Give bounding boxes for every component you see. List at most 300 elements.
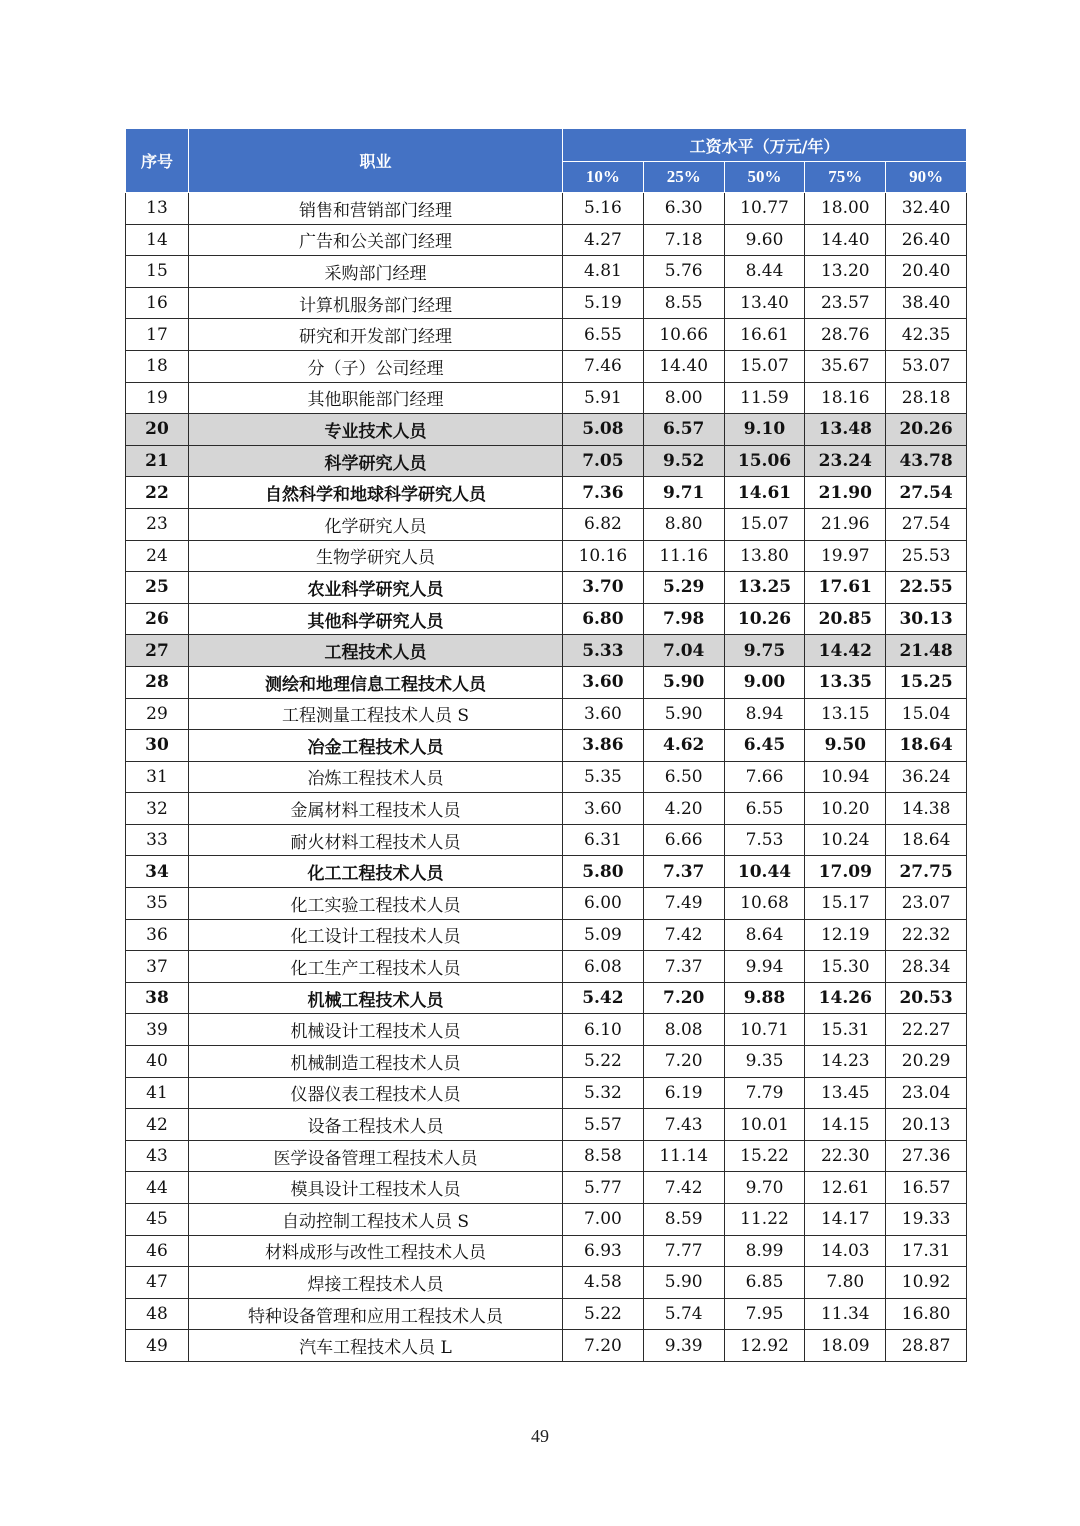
cell-occupation: 冶金工程技术人员 (189, 730, 563, 762)
cell-value-p75: 20.85 (805, 603, 886, 635)
cell-value-p90: 17.31 (886, 1235, 967, 1267)
cell-serial-number: 33 (126, 824, 189, 856)
cell-value-p10: 5.09 (563, 919, 644, 951)
cell-value-p90: 16.80 (886, 1298, 967, 1330)
cell-value-p25: 7.42 (643, 919, 724, 951)
cell-occupation: 化学研究人员 (189, 508, 563, 540)
cell-value-p10: 4.81 (563, 256, 644, 288)
table-row (126, 761, 967, 793)
cell-value-p10: 6.55 (563, 319, 644, 351)
cell-value-p50: 13.80 (724, 540, 805, 572)
table-row (126, 1014, 967, 1046)
cell-value-p25: 5.29 (643, 572, 724, 604)
cell-value-p75: 19.97 (805, 540, 886, 572)
cell-occupation: 生物学研究人员 (189, 540, 563, 572)
cell-value-p75: 28.76 (805, 319, 886, 351)
cell-serial-number: 31 (126, 761, 189, 793)
cell-occupation: 冶炼工程技术人员 (189, 761, 563, 793)
cell-value-p90: 22.27 (886, 1014, 967, 1046)
table-row (126, 350, 967, 382)
cell-value-p10: 6.80 (563, 603, 644, 635)
cell-value-p50: 9.88 (724, 982, 805, 1014)
cell-serial-number: 27 (126, 635, 189, 667)
cell-value-p75: 10.24 (805, 824, 886, 856)
cell-value-p90: 26.40 (886, 224, 967, 256)
table-row (126, 888, 967, 920)
cell-serial-number: 28 (126, 666, 189, 698)
cell-value-p75: 14.42 (805, 635, 886, 667)
cell-value-p90: 38.40 (886, 287, 967, 319)
cell-value-p90: 20.40 (886, 256, 967, 288)
cell-value-p90: 43.78 (886, 445, 967, 477)
cell-value-p75: 15.17 (805, 888, 886, 920)
cell-value-p50: 9.10 (724, 414, 805, 446)
cell-occupation: 广告和公关部门经理 (189, 224, 563, 256)
cell-value-p75: 10.20 (805, 793, 886, 825)
cell-value-p50: 14.61 (724, 477, 805, 509)
table-row (126, 1140, 967, 1172)
cell-serial-number: 17 (126, 319, 189, 351)
cell-value-p50: 9.60 (724, 224, 805, 256)
table-row (126, 1330, 967, 1362)
cell-value-p90: 10.92 (886, 1267, 967, 1299)
header-occupation: 职业 (189, 129, 563, 193)
header-percentile-75: 75% (805, 162, 886, 193)
table-row (126, 540, 967, 572)
cell-occupation: 销售和营销部门经理 (189, 193, 563, 225)
cell-value-p75: 35.67 (805, 350, 886, 382)
cell-serial-number: 45 (126, 1204, 189, 1236)
cell-occupation: 特种设备管理和应用工程技术人员 (189, 1298, 563, 1330)
cell-serial-number: 16 (126, 287, 189, 319)
cell-value-p90: 32.40 (886, 193, 967, 225)
cell-value-p25: 5.74 (643, 1298, 724, 1330)
cell-value-p90: 15.25 (886, 666, 967, 698)
cell-occupation: 汽车工程技术人员 L (189, 1330, 563, 1362)
table-row (126, 824, 967, 856)
cell-value-p90: 28.34 (886, 951, 967, 983)
header-percentile-10: 10% (563, 162, 644, 193)
cell-value-p25: 7.04 (643, 635, 724, 667)
cell-value-p90: 20.13 (886, 1109, 967, 1141)
cell-serial-number: 15 (126, 256, 189, 288)
cell-value-p50: 9.75 (724, 635, 805, 667)
cell-value-p50: 7.53 (724, 824, 805, 856)
cell-serial-number: 42 (126, 1109, 189, 1141)
cell-value-p25: 7.49 (643, 888, 724, 920)
cell-value-p10: 6.10 (563, 1014, 644, 1046)
cell-serial-number: 46 (126, 1235, 189, 1267)
cell-value-p75: 17.61 (805, 572, 886, 604)
cell-value-p10: 5.22 (563, 1046, 644, 1078)
cell-occupation: 研究和开发部门经理 (189, 319, 563, 351)
cell-value-p50: 15.06 (724, 445, 805, 477)
cell-occupation: 工程技术人员 (189, 635, 563, 667)
cell-value-p75: 13.45 (805, 1077, 886, 1109)
cell-occupation: 计算机服务部门经理 (189, 287, 563, 319)
cell-value-p50: 15.07 (724, 350, 805, 382)
cell-value-p50: 11.59 (724, 382, 805, 414)
cell-value-p90: 28.87 (886, 1330, 967, 1362)
cell-value-p25: 11.16 (643, 540, 724, 572)
cell-occupation: 模具设计工程技术人员 (189, 1172, 563, 1204)
cell-value-p50: 9.00 (724, 666, 805, 698)
cell-value-p10: 7.05 (563, 445, 644, 477)
cell-occupation: 材料成形与改性工程技术人员 (189, 1235, 563, 1267)
table-row (126, 698, 967, 730)
cell-value-p75: 23.24 (805, 445, 886, 477)
cell-value-p75: 21.96 (805, 508, 886, 540)
cell-value-p50: 16.61 (724, 319, 805, 351)
cell-value-p10: 3.70 (563, 572, 644, 604)
cell-value-p75: 11.34 (805, 1298, 886, 1330)
cell-value-p10: 4.27 (563, 224, 644, 256)
cell-serial-number: 38 (126, 982, 189, 1014)
cell-value-p75: 15.30 (805, 951, 886, 983)
salary-table (125, 128, 967, 1362)
table-row (126, 1172, 967, 1204)
table-row (126, 635, 967, 667)
cell-value-p50: 6.55 (724, 793, 805, 825)
table-row (126, 256, 967, 288)
cell-value-p10: 8.58 (563, 1140, 644, 1172)
cell-value-p75: 12.19 (805, 919, 886, 951)
cell-value-p50: 8.99 (724, 1235, 805, 1267)
cell-value-p10: 5.57 (563, 1109, 644, 1141)
cell-value-p90: 14.38 (886, 793, 967, 825)
cell-occupation: 工程测量工程技术人员 S (189, 698, 563, 730)
table-row (126, 287, 967, 319)
cell-value-p10: 7.36 (563, 477, 644, 509)
cell-serial-number: 36 (126, 919, 189, 951)
cell-value-p10: 6.82 (563, 508, 644, 540)
header-salary-level: 工资水平（万元/年） (563, 129, 967, 162)
cell-serial-number: 18 (126, 350, 189, 382)
cell-value-p90: 30.13 (886, 603, 967, 635)
cell-value-p90: 18.64 (886, 730, 967, 762)
cell-value-p25: 9.71 (643, 477, 724, 509)
cell-occupation: 自然科学和地球科学研究人员 (189, 477, 563, 509)
cell-value-p25: 4.62 (643, 730, 724, 762)
cell-value-p50: 9.94 (724, 951, 805, 983)
cell-value-p50: 7.95 (724, 1298, 805, 1330)
cell-value-p75: 13.48 (805, 414, 886, 446)
cell-value-p90: 42.35 (886, 319, 967, 351)
cell-value-p75: 15.31 (805, 1014, 886, 1046)
table-row (126, 1046, 967, 1078)
header-serial-number: 序号 (126, 129, 189, 193)
cell-serial-number: 44 (126, 1172, 189, 1204)
cell-value-p10: 7.46 (563, 350, 644, 382)
table-row (126, 508, 967, 540)
cell-serial-number: 24 (126, 540, 189, 572)
cell-value-p50: 8.64 (724, 919, 805, 951)
cell-value-p75: 14.26 (805, 982, 886, 1014)
cell-value-p25: 6.19 (643, 1077, 724, 1109)
cell-value-p25: 8.80 (643, 508, 724, 540)
cell-value-p25: 5.90 (643, 1267, 724, 1299)
cell-value-p75: 17.09 (805, 856, 886, 888)
cell-value-p90: 27.54 (886, 508, 967, 540)
cell-value-p25: 6.50 (643, 761, 724, 793)
cell-serial-number: 19 (126, 382, 189, 414)
cell-value-p10: 10.16 (563, 540, 644, 572)
cell-value-p10: 5.33 (563, 635, 644, 667)
cell-serial-number: 40 (126, 1046, 189, 1078)
cell-serial-number: 41 (126, 1077, 189, 1109)
cell-serial-number: 25 (126, 572, 189, 604)
cell-value-p10: 6.93 (563, 1235, 644, 1267)
cell-value-p10: 4.58 (563, 1267, 644, 1299)
table-row (126, 1109, 967, 1141)
cell-value-p25: 6.66 (643, 824, 724, 856)
cell-value-p10: 5.32 (563, 1077, 644, 1109)
cell-occupation: 测绘和地理信息工程技术人员 (189, 666, 563, 698)
cell-occupation: 耐火材料工程技术人员 (189, 824, 563, 856)
cell-value-p90: 22.55 (886, 572, 967, 604)
table-row (126, 730, 967, 762)
header-percentile-90: 90% (886, 162, 967, 193)
cell-occupation: 化工设计工程技术人员 (189, 919, 563, 951)
cell-serial-number: 34 (126, 856, 189, 888)
table-row (126, 414, 967, 446)
cell-value-p50: 8.44 (724, 256, 805, 288)
cell-value-p25: 8.00 (643, 382, 724, 414)
cell-value-p90: 20.53 (886, 982, 967, 1014)
table-row (126, 951, 967, 983)
cell-value-p25: 5.90 (643, 698, 724, 730)
cell-value-p10: 5.91 (563, 382, 644, 414)
cell-value-p10: 7.00 (563, 1204, 644, 1236)
cell-value-p50: 10.68 (724, 888, 805, 920)
cell-occupation: 化工工程技术人员 (189, 856, 563, 888)
cell-value-p90: 27.36 (886, 1140, 967, 1172)
table-row (126, 445, 967, 477)
cell-serial-number: 14 (126, 224, 189, 256)
cell-serial-number: 26 (126, 603, 189, 635)
table-row (126, 193, 967, 225)
cell-value-p90: 22.32 (886, 919, 967, 951)
cell-value-p25: 14.40 (643, 350, 724, 382)
cell-value-p25: 6.57 (643, 414, 724, 446)
cell-value-p25: 8.55 (643, 287, 724, 319)
table-header (126, 129, 967, 193)
cell-value-p25: 7.42 (643, 1172, 724, 1204)
cell-value-p75: 13.35 (805, 666, 886, 698)
cell-value-p10: 5.35 (563, 761, 644, 793)
cell-value-p10: 7.20 (563, 1330, 644, 1362)
table-row (126, 1204, 967, 1236)
cell-value-p90: 16.57 (886, 1172, 967, 1204)
cell-value-p75: 14.23 (805, 1046, 886, 1078)
table-row (126, 382, 967, 414)
cell-occupation: 金属材料工程技术人员 (189, 793, 563, 825)
cell-value-p75: 18.00 (805, 193, 886, 225)
cell-value-p90: 23.07 (886, 888, 967, 920)
cell-value-p50: 10.01 (724, 1109, 805, 1141)
table-row (126, 572, 967, 604)
cell-value-p25: 4.20 (643, 793, 724, 825)
cell-value-p10: 5.42 (563, 982, 644, 1014)
cell-value-p25: 7.20 (643, 982, 724, 1014)
cell-value-p25: 7.20 (643, 1046, 724, 1078)
cell-occupation: 其他科学研究人员 (189, 603, 563, 635)
cell-occupation: 设备工程技术人员 (189, 1109, 563, 1141)
cell-value-p90: 20.29 (886, 1046, 967, 1078)
table-row (126, 666, 967, 698)
table-row (126, 982, 967, 1014)
cell-value-p75: 14.40 (805, 224, 886, 256)
cell-value-p25: 7.77 (643, 1235, 724, 1267)
cell-serial-number: 30 (126, 730, 189, 762)
cell-value-p90: 23.04 (886, 1077, 967, 1109)
cell-value-p25: 8.08 (643, 1014, 724, 1046)
cell-value-p10: 3.86 (563, 730, 644, 762)
cell-value-p50: 15.22 (724, 1140, 805, 1172)
cell-serial-number: 39 (126, 1014, 189, 1046)
cell-value-p75: 22.30 (805, 1140, 886, 1172)
cell-serial-number: 48 (126, 1298, 189, 1330)
cell-value-p10: 6.08 (563, 951, 644, 983)
cell-value-p25: 7.37 (643, 856, 724, 888)
cell-occupation: 机械制造工程技术人员 (189, 1046, 563, 1078)
table-row (126, 224, 967, 256)
cell-value-p90: 36.24 (886, 761, 967, 793)
cell-value-p75: 7.80 (805, 1267, 886, 1299)
cell-value-p90: 53.07 (886, 350, 967, 382)
cell-value-p50: 6.45 (724, 730, 805, 762)
cell-value-p75: 14.17 (805, 1204, 886, 1236)
cell-occupation: 仪器仪表工程技术人员 (189, 1077, 563, 1109)
cell-value-p50: 7.66 (724, 761, 805, 793)
cell-serial-number: 22 (126, 477, 189, 509)
cell-serial-number: 47 (126, 1267, 189, 1299)
cell-serial-number: 37 (126, 951, 189, 983)
cell-value-p25: 10.66 (643, 319, 724, 351)
table-body (126, 193, 967, 1362)
cell-value-p50: 9.70 (724, 1172, 805, 1204)
cell-occupation: 化工生产工程技术人员 (189, 951, 563, 983)
table-row (126, 1298, 967, 1330)
cell-value-p90: 27.54 (886, 477, 967, 509)
cell-value-p10: 3.60 (563, 698, 644, 730)
cell-value-p10: 5.80 (563, 856, 644, 888)
cell-value-p50: 13.25 (724, 572, 805, 604)
cell-serial-number: 43 (126, 1140, 189, 1172)
cell-value-p75: 12.61 (805, 1172, 886, 1204)
cell-value-p25: 6.30 (643, 193, 724, 225)
cell-value-p90: 15.04 (886, 698, 967, 730)
cell-occupation: 分（子）公司经理 (189, 350, 563, 382)
cell-occupation: 机械设计工程技术人员 (189, 1014, 563, 1046)
cell-occupation: 医学设备管理工程技术人员 (189, 1140, 563, 1172)
cell-value-p10: 6.31 (563, 824, 644, 856)
cell-value-p10: 5.16 (563, 193, 644, 225)
cell-value-p90: 27.75 (886, 856, 967, 888)
cell-value-p90: 18.64 (886, 824, 967, 856)
cell-value-p50: 10.77 (724, 193, 805, 225)
cell-value-p50: 12.92 (724, 1330, 805, 1362)
header-percentile-50: 50% (724, 162, 805, 193)
cell-value-p75: 14.03 (805, 1235, 886, 1267)
cell-value-p25: 9.39 (643, 1330, 724, 1362)
cell-value-p50: 13.40 (724, 287, 805, 319)
cell-value-p10: 5.19 (563, 287, 644, 319)
cell-value-p90: 25.53 (886, 540, 967, 572)
cell-serial-number: 29 (126, 698, 189, 730)
cell-value-p25: 9.52 (643, 445, 724, 477)
cell-value-p25: 11.14 (643, 1140, 724, 1172)
cell-value-p50: 10.71 (724, 1014, 805, 1046)
cell-value-p10: 3.60 (563, 793, 644, 825)
header-percentile-25: 25% (643, 162, 724, 193)
cell-value-p50: 8.94 (724, 698, 805, 730)
cell-value-p75: 10.94 (805, 761, 886, 793)
cell-serial-number: 21 (126, 445, 189, 477)
cell-value-p10: 3.60 (563, 666, 644, 698)
cell-value-p10: 5.22 (563, 1298, 644, 1330)
cell-value-p50: 15.07 (724, 508, 805, 540)
cell-value-p75: 14.15 (805, 1109, 886, 1141)
cell-value-p10: 6.00 (563, 888, 644, 920)
table-row (126, 793, 967, 825)
cell-occupation: 化工实验工程技术人员 (189, 888, 563, 920)
cell-occupation: 焊接工程技术人员 (189, 1267, 563, 1299)
cell-value-p50: 10.26 (724, 603, 805, 635)
cell-value-p25: 7.43 (643, 1109, 724, 1141)
table-row (126, 603, 967, 635)
cell-occupation: 其他职能部门经理 (189, 382, 563, 414)
cell-value-p75: 21.90 (805, 477, 886, 509)
cell-value-p10: 5.77 (563, 1172, 644, 1204)
cell-serial-number: 32 (126, 793, 189, 825)
cell-value-p90: 19.33 (886, 1204, 967, 1236)
table-row (126, 1235, 967, 1267)
cell-serial-number: 20 (126, 414, 189, 446)
cell-serial-number: 35 (126, 888, 189, 920)
cell-serial-number: 13 (126, 193, 189, 225)
table-row (126, 477, 967, 509)
cell-occupation: 专业技术人员 (189, 414, 563, 446)
table-row (126, 856, 967, 888)
cell-value-p25: 5.76 (643, 256, 724, 288)
cell-value-p90: 28.18 (886, 382, 967, 414)
table-row (126, 919, 967, 951)
cell-value-p50: 6.85 (724, 1267, 805, 1299)
cell-value-p50: 9.35 (724, 1046, 805, 1078)
table-row (126, 1267, 967, 1299)
cell-value-p50: 10.44 (724, 856, 805, 888)
cell-value-p50: 11.22 (724, 1204, 805, 1236)
cell-value-p25: 7.37 (643, 951, 724, 983)
cell-value-p75: 9.50 (805, 730, 886, 762)
cell-value-p75: 13.15 (805, 698, 886, 730)
cell-value-p90: 21.48 (886, 635, 967, 667)
cell-value-p90: 20.26 (886, 414, 967, 446)
cell-occupation: 自动控制工程技术人员 S (189, 1204, 563, 1236)
cell-serial-number: 49 (126, 1330, 189, 1362)
cell-value-p75: 18.09 (805, 1330, 886, 1362)
cell-occupation: 农业科学研究人员 (189, 572, 563, 604)
cell-value-p25: 7.98 (643, 603, 724, 635)
cell-occupation: 机械工程技术人员 (189, 982, 563, 1014)
cell-value-p75: 23.57 (805, 287, 886, 319)
cell-value-p10: 5.08 (563, 414, 644, 446)
cell-value-p75: 18.16 (805, 382, 886, 414)
cell-occupation: 采购部门经理 (189, 256, 563, 288)
cell-value-p50: 7.79 (724, 1077, 805, 1109)
cell-serial-number: 23 (126, 508, 189, 540)
